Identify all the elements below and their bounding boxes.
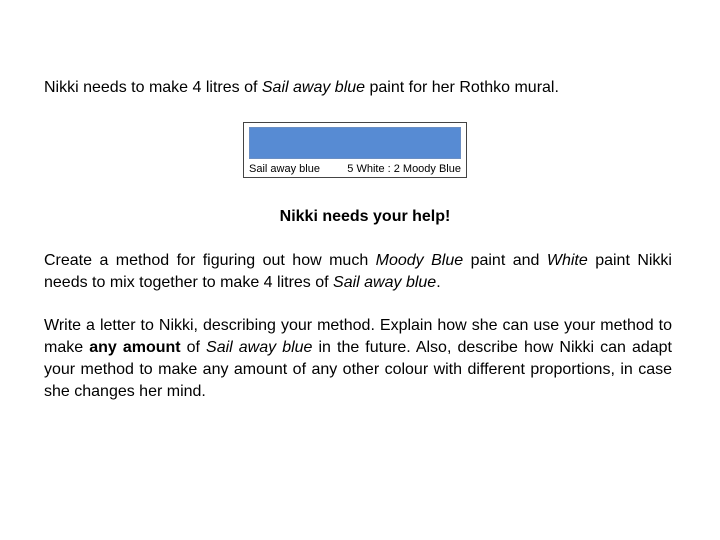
any-amount-term: any amount xyxy=(89,339,181,356)
intro-text-part: paint for her Rothko mural. xyxy=(365,79,559,96)
swatch-ratio: 5 White : 2 Moody Blue xyxy=(347,163,461,175)
letter-text-part: in the future. Also, describe how Nikki can adapt your method to make any amount of any other colour with different proportions, in case she changes her mind. xyxy=(44,339,672,400)
task-text-part: Create a method for figuring out how much xyxy=(44,252,376,269)
white-term: White xyxy=(546,252,588,269)
color-swatch xyxy=(249,127,461,159)
task-paragraph xyxy=(44,250,672,294)
task-text-part: . xyxy=(436,274,441,291)
paint-name: Sail away blue xyxy=(261,79,366,96)
letter-paragraph xyxy=(44,315,672,403)
help-heading: Nikki needs your help! xyxy=(279,208,451,225)
paint-name: Sail away blue xyxy=(333,274,437,291)
moody-blue-term: Moody Blue xyxy=(375,252,464,269)
letter-text-part: of xyxy=(180,339,207,356)
task-text-part: paint Nikki needs to mix together to make 4 litres of xyxy=(44,252,672,291)
paint-name: Sail away blue xyxy=(206,339,313,356)
letter-text-part: Write a letter to Nikki, describing your method. Explain how she can use your method to make xyxy=(44,317,672,356)
color-swatch-card xyxy=(243,122,467,178)
intro-text-part: Nikki needs to make 4 litres of xyxy=(44,79,262,96)
intro-text xyxy=(44,78,684,98)
task-text-part: paint and xyxy=(463,252,547,269)
swatch-name: Sail away blue xyxy=(249,163,320,175)
